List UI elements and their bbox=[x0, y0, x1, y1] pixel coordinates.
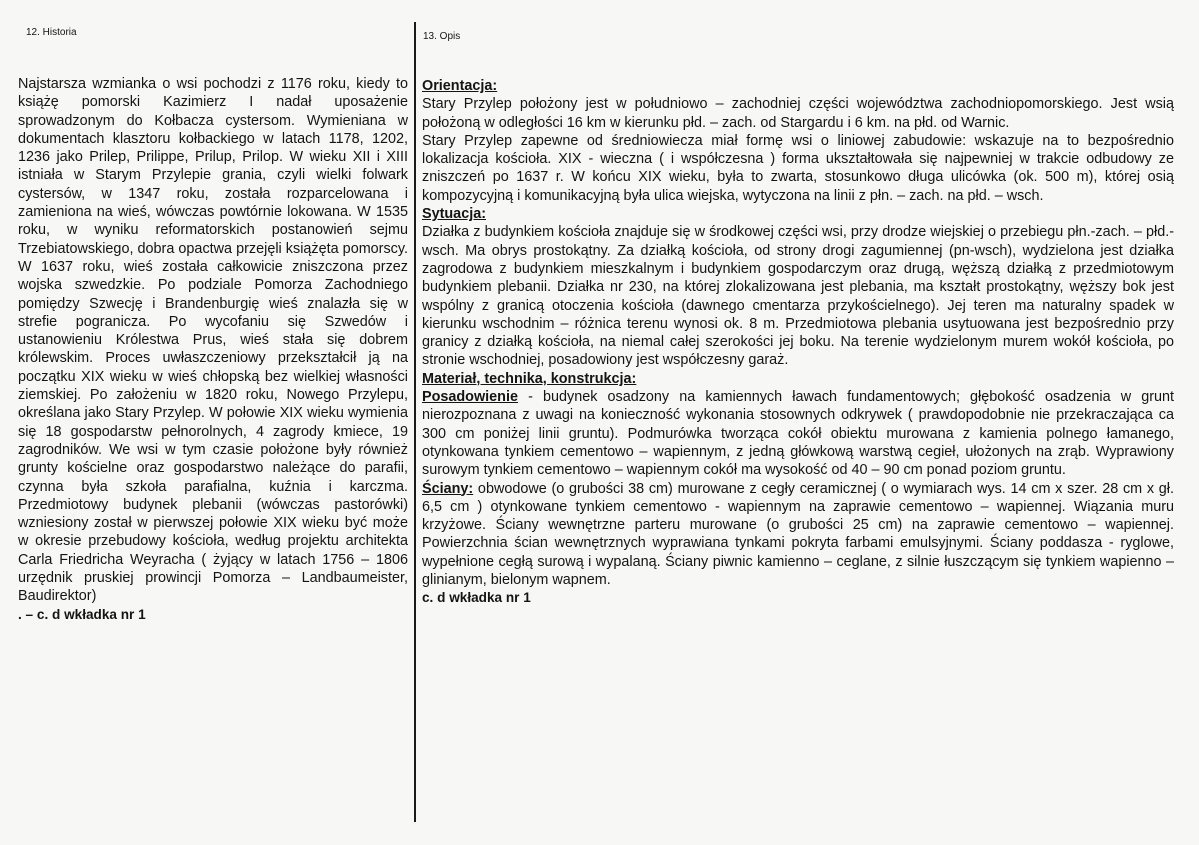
situation-paragraph: Działka z budynkiem kościoła znajduje się w środkowej części wsi, przy drodze wiejskiej o przebiegu płn.-zach. – płd.-wsch. Ma obrys prostokątny. Za działką kościoła, od strony drogi zagumiennej (pn-wsch), wydzielona jest działka zagrodowa z budynkiem mieszkalnym i budynkiem gospodarczym oraz drugą, węższą działką z przedmiotowym budynkiem plebanii. Działka nr 230, na której zlokalizowana jest plebania, ma kształt prostokątny, węższy bok jest wspólny z granicą otoczenia kościoła (dawnego cmentarza przykościelnego). Jej teren ma naturalny spadek w kierunku wschodnim – różnica terenu wynosi ok. 8 m. Przedmiotowa plebania usytuowana jest bezpośrednio przy granicy z działką kościoła, na niemal całej szerokości jej boku. Na terenie wydzielonym murem wokół kościoła, po stronie wschodniej, posadowiony jest współczesny garaż. bbox=[422, 224, 1174, 369]
description-section-header: 13. Opis bbox=[423, 31, 461, 42]
foundation-text: - budynek osadzony na kamiennych ławach fundamentowych; głębokość osadzenia w grunt nierozpoznana z uwagi na konieczność wykonania stosownych odkrywek ( prawdopodobnie nie przekraczająca ca 300 cm poniżej linii gruntu). Podmurówka tworząca cokół obiektu murowana z kamienia polnego łamanego, otynkowana tynkiem cementowo – wapiennym, z jedną główkową warstwą cegieł, ułożonych na zrąb. Wyprawiony surowym tynkiem cementowo – wapiennym cokół ma wysokość od 40 – 90 cm ponad poziom gruntu. bbox=[422, 389, 1174, 479]
walls-text: obwodowe (o grubości 38 cm) murowane z cegły ceramicznej ( o wymiarach wys. 14 cm x szer. 28 cm x gł. 6,5 cm ) otynkowane tynkiem cementowo - wapiennym na zaprawie cementowo – wapiennej. Wiązania muru krzyżowe. Ściany wewnętrzne parteru murowane (o grubości 25 cm) na zaprawie cementowo – wapiennej. Powierzchnia ścian wewnętrznych wyprawiana tynkami pokryta farbami emulsyjnymi. Ściany poddasza - ryglowe, wypełnione cegłą surową i wypalaną. Ściany piwnic kamienno – ceglane, z silnie łuszczącym się tynkiem wapienno – glinianym, bielonym wapnem. bbox=[422, 480, 1174, 589]
walls-paragraph bbox=[422, 480, 1174, 590]
description-continuation-note: c. d wkładka nr 1 bbox=[422, 590, 531, 606]
material-heading: Materiał, technika, konstrukcja: bbox=[422, 370, 637, 387]
foundation-paragraph bbox=[422, 388, 1174, 479]
situation-heading: Sytuacja: bbox=[422, 206, 486, 223]
description-column bbox=[422, 27, 1174, 607]
history-continuation-note: . – c. d wkładka nr 1 bbox=[18, 606, 146, 622]
history-section-header: 12. Historia bbox=[26, 27, 77, 38]
walls-heading: Ściany: bbox=[422, 480, 474, 497]
description-body bbox=[422, 77, 1174, 607]
column-divider bbox=[414, 22, 416, 822]
history-text: Najstarsza wzmianka o wsi pochodzi z 1176 roku, kiedy to książę pomorski Kazimierz I nadał uposażenie sprowadzonym do Kołbacza cystersom. Wymieniana w dokumentach klasztoru kołbackiego w latach 1178, 1202, 1236 jako Prilep, Prilippe, Prilup, Prilop. W wieku XII i XIII istniała w Starym Przylepie grania, czyli wielki folwark cystersów, w 1347 roku, została rozparcelowana i zamieniona na wieś, wówczas powtórnie lokowana. W 1535 roku, w wyniku reformatorskich postanowień sejmu Trzebiatowskiego, dobra opactwa przejęli książęta pomorscy. W 1637 roku, wieś została całkowicie zniszczona przez wojska szwedzkie. Po podziale Pomorza Zachodniego pomiędzy Szwecję i Brandenburgię wieś znalazła się w strefie pogranicza. Po wycofaniu się Szwedów i ustanowieniu Królestwa Prus, wieś stała się dobrem królewskim. Proces uwłaszczeniowy przekształcił ją na początku XIX wieku w wieś chłopską bez wielkiej własności ziemskiej. Po założeniu w 1820 roku, Nowego Przylepu, określana jako Stary Przylep. W połowie XIX wieku wymienia się 18 gospodarstw pełnorolnych, 4 zagrody kmiece, 19 zagrodników. We wsi w tym czasie położone były również grunty kościelne oraz gospodarstwo należące do parafii, czynna była szkoła parafialna, kuźnia i karczma. Przedmiotowy budynek plebanii (wówczas pastorówki) wzniesiony został w pierwszej połowie XIX wieku być może w okresie przebudowy kościoła, według projektu architekta Carla Friedricha Weyracha ( żyjący w latach 1756 – 1806 urzędnik pruskiej prowincji Pomorza – Landbaumeister, Baudirektor) bbox=[18, 76, 408, 605]
orientation-heading: Orientacja: bbox=[422, 78, 498, 94]
history-column bbox=[18, 27, 408, 624]
orientation-paragraph-1: Stary Przylep położony jest w południowo – zachodniej części województwa zachodniopomorskiego. Jest wsią położoną w odległości 16 km w kierunku płd. – zach. od Stargardu i 6 km. na płd. od Warnic. bbox=[422, 96, 1174, 131]
foundation-heading: Posadowienie bbox=[422, 389, 518, 406]
orientation-paragraph-2: Stary Przylep zapewne od średniowiecza miał formę wsi o liniowej zabudowie: wskazuje na to bezpośrednio lokalizacja kościoła. XIX - wieczna ( i współczesna ) forma ukształtowała się najpewniej w trakcie odbudowy ze zniszczeń po 1637 r. W końcu XIX wieku, była to zwarta, stosunkowo długa ulicówka (ok. 500 m), której osią kompozycyjną i komunikacyjną była ulica wiejska, wytyczona na linii z płn. – zach. na płd. – wsch. bbox=[422, 132, 1174, 204]
